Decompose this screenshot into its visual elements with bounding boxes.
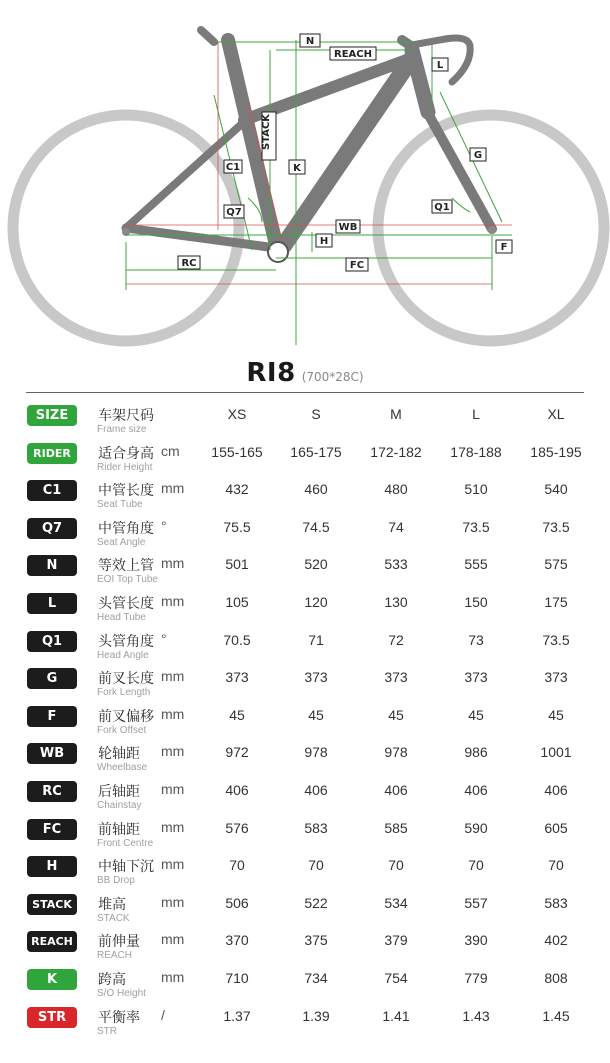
spec-label-zh: 堆高 [98, 897, 126, 913]
spec-value: 533 [384, 556, 408, 572]
spec-value: 373 [544, 669, 568, 685]
spec-value: 555 [464, 556, 488, 572]
spec-value: 45 [388, 707, 404, 723]
spec-value: 534 [384, 895, 408, 911]
spec-label-en: S/O Height [97, 988, 146, 999]
spec-label-en: Fork Length [97, 687, 151, 698]
spec-value: 986 [464, 744, 488, 760]
spec-value: 70.5 [223, 632, 251, 648]
diagram-label-l-text: L [436, 60, 444, 71]
spec-unit: mm [161, 555, 185, 571]
spec-label-en: Rider Height [97, 462, 153, 473]
spec-unit: ° [161, 518, 167, 534]
spec-value: 73.5 [462, 519, 490, 535]
spec-value: 1.41 [382, 1008, 410, 1024]
spec-label-en: STACK [97, 913, 130, 924]
spec-unit: mm [161, 894, 185, 910]
spec-unit: mm [161, 593, 185, 609]
spec-code-badge: REACH [27, 931, 77, 952]
spec-code-badge: N [27, 555, 77, 576]
spec-value: 150 [464, 594, 488, 610]
spec-row-wb [0, 741, 610, 779]
spec-value: 70 [308, 857, 324, 873]
spec-value: 73.5 [542, 519, 570, 535]
spec-code-badge: SIZE [27, 405, 77, 426]
spec-label-zh: 车架尺码 [98, 408, 154, 424]
spec-row-reach [0, 929, 610, 967]
spec-value: 70 [229, 857, 245, 873]
diagram-label-q7-text: Q7 [226, 207, 242, 218]
diagram-label-q7 [224, 205, 244, 218]
spec-value: 978 [384, 744, 408, 760]
spec-row-str [0, 1005, 610, 1043]
spec-row-q7 [0, 516, 610, 554]
spec-value: 520 [304, 556, 328, 572]
spec-value: 105 [225, 594, 249, 610]
diagram-label-fc-text: FC [349, 260, 365, 271]
spec-label-zh: 前伸量 [98, 934, 140, 950]
spec-value: 120 [304, 594, 328, 610]
spec-value: 406 [304, 782, 328, 798]
spec-value: 379 [384, 932, 408, 948]
spec-value: 370 [225, 932, 249, 948]
spec-value: L [472, 406, 480, 422]
spec-unit: ° [161, 631, 167, 647]
diagram-label-g [470, 148, 486, 161]
diagram-label-q1 [432, 200, 452, 213]
spec-value: XL [547, 406, 565, 422]
spec-value: 480 [384, 481, 408, 497]
spec-value: 1.43 [462, 1008, 490, 1024]
spec-value: 375 [304, 932, 328, 948]
spec-value: 506 [225, 895, 249, 911]
spec-label-en: Seat Angle [97, 537, 146, 548]
spec-label-zh: 平衡率 [98, 1010, 140, 1026]
spec-value: 155-165 [211, 444, 263, 460]
spec-value: 754 [384, 970, 408, 986]
spec-label-en: EOI Top Tube [97, 574, 158, 585]
spec-value: 75.5 [223, 519, 251, 535]
spec-value: 710 [225, 970, 249, 986]
spec-value: 583 [544, 895, 568, 911]
spec-value: 540 [544, 481, 568, 497]
model-name: RI8 [246, 358, 296, 388]
spec-code-badge: K [27, 969, 77, 990]
spec-label-zh: 跨高 [98, 972, 126, 988]
spec-value: 185-195 [530, 444, 582, 460]
spec-value: 1001 [540, 744, 572, 760]
spec-value: 175 [544, 594, 568, 610]
spec-label-zh: 适合身高 [98, 446, 154, 462]
diagram-label-g-text: G [473, 150, 483, 161]
spec-label-zh: 中管长度 [98, 483, 154, 499]
divider [26, 392, 584, 393]
diagram-label-k-text: K [293, 163, 301, 174]
spec-value: 501 [225, 556, 249, 572]
spec-label-en: REACH [97, 950, 133, 961]
spec-value: 590 [464, 820, 488, 836]
spec-value: 70 [468, 857, 484, 873]
spec-value: 73.5 [542, 632, 570, 648]
diagram-label-wb [336, 220, 360, 233]
spec-value: 373 [304, 669, 328, 685]
spec-value: 373 [464, 669, 488, 685]
diagram-label-q1-text: Q1 [434, 202, 450, 213]
spec-row-g [0, 666, 610, 704]
diagram-label-c1 [224, 160, 242, 173]
spec-value: 165-175 [290, 444, 342, 460]
spec-code-badge: F [27, 706, 77, 727]
spec-value: 978 [304, 744, 328, 760]
spec-row-c1 [0, 478, 610, 516]
spec-value: 605 [544, 820, 568, 836]
spec-row-f [0, 704, 610, 742]
diagram-label-rc-text: RC [181, 258, 197, 269]
diagram-label-h-text: H [319, 236, 329, 247]
spec-unit: mm [161, 480, 185, 496]
spec-value: 45 [548, 707, 564, 723]
spec-row-rider [0, 441, 610, 479]
spec-value: 1.39 [302, 1008, 330, 1024]
spec-code-badge: RIDER [27, 443, 77, 464]
spec-value: 74 [388, 519, 404, 535]
spec-value: 557 [464, 895, 488, 911]
diagram-label-n-text: N [305, 36, 315, 47]
spec-label-zh: 前叉长度 [98, 671, 154, 687]
diagram-label-f-text: F [500, 242, 508, 253]
spec-value: 45 [308, 707, 324, 723]
spec-value: 402 [544, 932, 568, 948]
spec-row-fc [0, 817, 610, 855]
spec-label-zh: 等效上管 [98, 558, 154, 574]
spec-code-badge: C1 [27, 480, 77, 501]
spec-unit: mm [161, 706, 185, 722]
spec-value: 406 [384, 782, 408, 798]
spec-row-h [0, 854, 610, 892]
spec-row-rc [0, 779, 610, 817]
spec-row-q1 [0, 629, 610, 667]
spec-value: 71 [308, 632, 324, 648]
spec-value: 406 [464, 782, 488, 798]
spec-value: 70 [388, 857, 404, 873]
spec-unit: mm [161, 743, 185, 759]
spec-value: 130 [384, 594, 408, 610]
spec-unit: / [161, 1007, 165, 1023]
spec-code-badge: STR [27, 1007, 77, 1028]
spec-value: 576 [225, 820, 249, 836]
spec-label-en: Chainstay [97, 800, 142, 811]
spec-value: XS [227, 406, 247, 422]
model-heading [0, 358, 610, 388]
spec-label-zh: 中轴下沉 [98, 859, 154, 875]
spec-code-badge: L [27, 593, 77, 614]
spec-value: S [311, 406, 321, 422]
spec-label-en: BB Drop [97, 875, 135, 886]
spec-value: 510 [464, 481, 488, 497]
spec-unit: mm [161, 781, 185, 797]
spec-value: 406 [225, 782, 249, 798]
diagram-label-n [300, 34, 320, 47]
bike-geometry-diagram [0, 0, 610, 355]
spec-label-zh: 头管角度 [98, 634, 154, 650]
spec-unit: cm [161, 443, 180, 459]
spec-value: 432 [225, 481, 249, 497]
spec-unit: mm [161, 819, 185, 835]
spec-label-zh: 前轴距 [98, 822, 140, 838]
spec-value: 583 [304, 820, 328, 836]
spec-unit: mm [161, 856, 185, 872]
spec-code-badge: STACK [27, 894, 77, 915]
spec-code-badge: G [27, 668, 77, 689]
spec-value: 172-182 [370, 444, 422, 460]
spec-label-en: Frame size [97, 424, 147, 435]
diagram-label-reach [330, 47, 376, 60]
spec-label-zh: 轮轴距 [98, 746, 140, 762]
spec-row-stack [0, 892, 610, 930]
spec-unit: mm [161, 969, 185, 985]
spec-row-size [0, 403, 610, 441]
spec-label-zh: 后轴距 [98, 784, 140, 800]
spec-label-en: Front Centre [97, 838, 154, 849]
spec-code-badge: Q1 [27, 631, 77, 652]
spec-code-badge: Q7 [27, 518, 77, 539]
spec-label-zh: 头管长度 [98, 596, 154, 612]
spec-value: 779 [464, 970, 488, 986]
spec-value: 70 [548, 857, 564, 873]
diagram-label-stack [261, 112, 276, 160]
spec-code-badge: H [27, 856, 77, 877]
spec-label-en: STR [97, 1026, 117, 1037]
spec-value: 406 [544, 782, 568, 798]
spec-value: 734 [304, 970, 328, 986]
spec-value: 585 [384, 820, 408, 836]
spec-value: 575 [544, 556, 568, 572]
spec-value: 45 [468, 707, 484, 723]
spec-code-badge: FC [27, 819, 77, 840]
spec-value: 808 [544, 970, 568, 986]
spec-row-k [0, 967, 610, 1005]
bottom-bracket [268, 242, 288, 262]
tire-size: (700*28C) [301, 370, 364, 384]
diagram-label-k [289, 160, 305, 174]
spec-unit: mm [161, 931, 185, 947]
spec-value: 73 [468, 632, 484, 648]
spec-code-badge: RC [27, 781, 77, 802]
spec-value: 45 [229, 707, 245, 723]
spec-code-badge: WB [27, 743, 77, 764]
spec-label-zh: 前叉偏移 [98, 709, 154, 725]
spec-label-zh: 中管角度 [98, 521, 154, 537]
diagram-label-c1-text: C1 [225, 162, 241, 173]
diagram-label-fc [346, 258, 368, 271]
spec-value: 390 [464, 932, 488, 948]
spec-value: 74.5 [302, 519, 330, 535]
spec-value: 460 [304, 481, 328, 497]
spec-value: 1.37 [223, 1008, 251, 1024]
diagram-label-l [432, 58, 448, 71]
diagram-label-f [496, 240, 512, 253]
spec-label-en: Head Angle [97, 650, 149, 661]
diagram-label-h [316, 234, 332, 247]
spec-value: 178-188 [450, 444, 502, 460]
spec-label-en: Seat Tube [97, 499, 143, 510]
spec-label-en: Wheelbase [97, 762, 148, 773]
diagram-label-reach-text: REACH [334, 49, 372, 60]
spec-label-en: Fork Offset [97, 725, 147, 736]
diagram-label-stack-text: STACK [261, 113, 272, 151]
spec-value: 373 [225, 669, 249, 685]
spec-row-l [0, 591, 610, 629]
spec-value: 972 [225, 744, 249, 760]
front-axle [488, 226, 496, 234]
spec-row-n [0, 553, 610, 591]
spec-value: 373 [384, 669, 408, 685]
spec-value: 522 [304, 895, 328, 911]
diagram-label-wb-text: WB [338, 222, 358, 233]
spec-value: M [390, 406, 402, 422]
spec-unit: mm [161, 668, 185, 684]
spec-value: 1.45 [542, 1008, 570, 1024]
spec-label-en: Head Tube [97, 612, 146, 623]
diagram-label-rc [178, 256, 200, 269]
spec-value: 72 [388, 632, 404, 648]
